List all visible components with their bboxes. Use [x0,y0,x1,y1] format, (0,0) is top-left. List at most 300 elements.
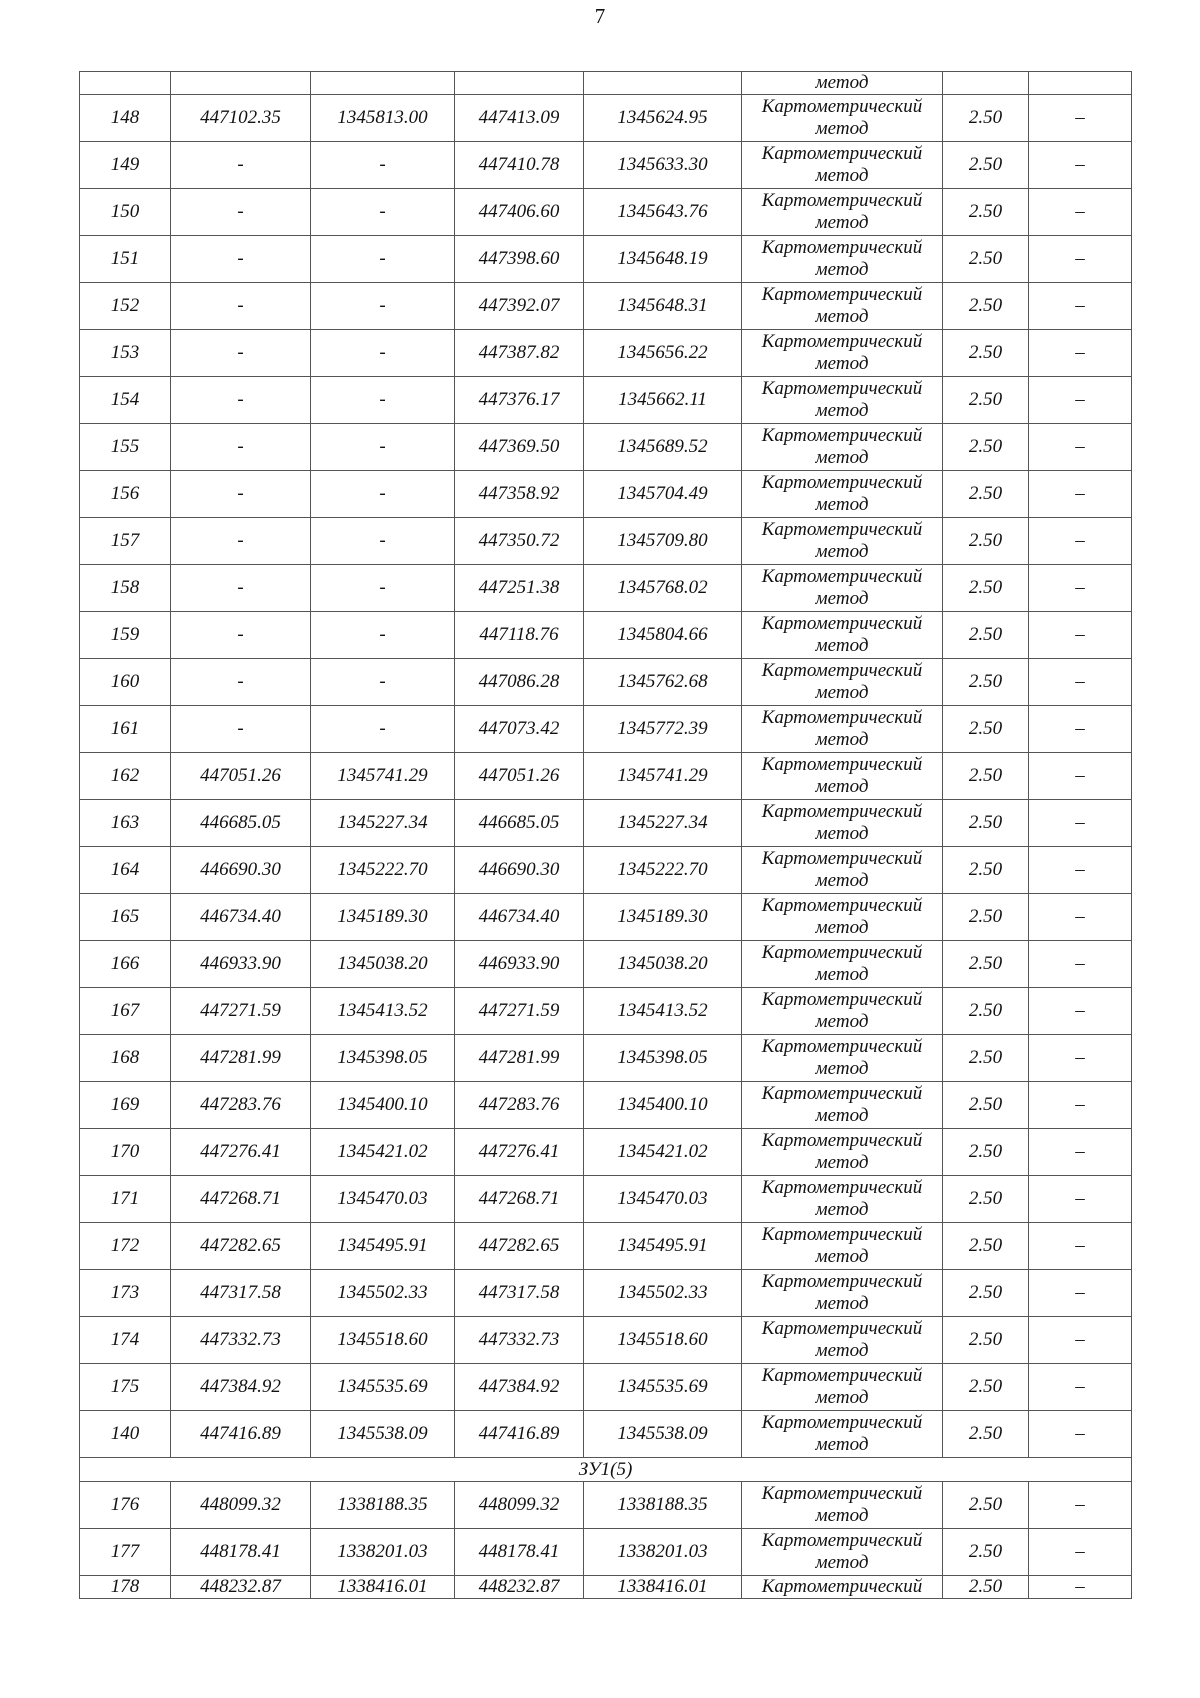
note-cell: – [1029,1576,1132,1599]
existing-x-cell: 447281.99 [171,1035,311,1082]
new-x-cell: 447276.41 [455,1129,584,1176]
existing-x-cell: 447102.35 [171,95,311,142]
new-y-cell: 1345421.02 [584,1129,742,1176]
point-number-cell: 171 [80,1176,171,1223]
existing-x-cell: 447317.58 [171,1270,311,1317]
new-y-cell: 1345470.03 [584,1176,742,1223]
existing-y-cell: - [311,142,455,189]
method-cell: Картометрический [742,1576,943,1599]
method-cell [742,847,943,894]
table-row [80,142,1132,189]
new-x-cell: 447073.42 [455,706,584,753]
method-line-2: метод [815,259,869,280]
method-cell [742,1270,943,1317]
page-number: 7 [594,4,606,28]
existing-x-cell: - [171,565,311,612]
new-x-cell: 447358.92 [455,471,584,518]
point-number-cell: 161 [80,706,171,753]
table-row [80,283,1132,330]
new-y-cell: 1345656.22 [584,330,742,377]
point-number-cell: 150 [80,189,171,236]
new-x-cell: 447410.78 [455,142,584,189]
note-cell: – [1029,1129,1132,1176]
method-line-1: Картометрический [761,472,923,493]
point-number-cell: 173 [80,1270,171,1317]
existing-y-cell: - [311,330,455,377]
accuracy-cell: 2.50 [943,377,1029,424]
existing-y-cell: 1345227.34 [311,800,455,847]
point-number-cell: 157 [80,518,171,565]
accuracy-cell: 2.50 [943,1223,1029,1270]
method-cell [742,1035,943,1082]
new-x-cell: 447384.92 [455,1364,584,1411]
existing-y-cell: 1345538.09 [311,1411,455,1458]
note-cell: – [1029,565,1132,612]
new-y-cell: 1345398.05 [584,1035,742,1082]
note-cell: – [1029,800,1132,847]
note-cell: – [1029,1482,1132,1529]
point-number-cell: 176 [80,1482,171,1529]
existing-y-cell: 1345813.00 [311,95,455,142]
existing-y-cell: - [311,518,455,565]
existing-y-cell: 1345400.10 [311,1082,455,1129]
new-x-cell: 447387.82 [455,330,584,377]
point-number-cell: 156 [80,471,171,518]
accuracy-cell: 2.50 [943,142,1029,189]
new-x-cell: 447350.72 [455,518,584,565]
table-row [80,565,1132,612]
existing-x-cell: 447276.41 [171,1129,311,1176]
new-x-cell: 447317.58 [455,1270,584,1317]
new-y-cell: 1345624.95 [584,95,742,142]
method-line-1: Картометрический [761,1177,923,1198]
accuracy-cell: 2.50 [943,1129,1029,1176]
new-y-cell: 1345038.20 [584,941,742,988]
new-x-cell: 447251.38 [455,565,584,612]
table-row [80,1529,1132,1576]
method-cell [742,894,943,941]
new-x-cell: 446685.05 [455,800,584,847]
existing-y-cell: - [311,236,455,283]
method-line-2: метод [815,447,869,468]
note-cell: – [1029,518,1132,565]
note-cell: – [1029,1411,1132,1458]
method-line-1: Картометрический [761,660,923,681]
existing-y-cell: - [311,659,455,706]
new-x-cell: 448178.41 [455,1529,584,1576]
method-line-1: Картометрический [761,707,923,728]
new-y-cell: 1345662.11 [584,377,742,424]
method-cell [742,1223,943,1270]
method-cell [742,1082,943,1129]
note-cell: – [1029,894,1132,941]
existing-y-cell: 1345518.60 [311,1317,455,1364]
new-y-cell: 1345768.02 [584,565,742,612]
method-cell [742,800,943,847]
method-line-2: метод [815,541,869,562]
accuracy-cell: 2.50 [943,1176,1029,1223]
existing-x-cell: 446734.40 [171,894,311,941]
point-number-cell: 159 [80,612,171,659]
method-line-1: Картометрический [761,190,923,211]
existing-y-cell: - [311,565,455,612]
table-row [80,236,1132,283]
note-cell: – [1029,1223,1132,1270]
table-row [80,753,1132,800]
existing-x-cell: - [171,706,311,753]
point-number-cell: 178 [80,1576,171,1599]
existing-x-cell: - [171,189,311,236]
section-title: ЗУ1(5) [80,1458,1132,1482]
method-cell [742,471,943,518]
point-number-cell: 166 [80,941,171,988]
existing-x-cell: - [171,377,311,424]
method-line-2: метод [815,588,869,609]
existing-x-cell: 447416.89 [171,1411,311,1458]
point-number-cell: 162 [80,753,171,800]
method-line-2: метод [815,964,869,985]
table-row [80,612,1132,659]
method-cell [742,1176,943,1223]
method-cell [742,706,943,753]
existing-y-cell: 1345495.91 [311,1223,455,1270]
existing-y-cell: - [311,706,455,753]
existing-x-cell: - [171,659,311,706]
table-row [80,1364,1132,1411]
new-y-cell: 1338201.03 [584,1529,742,1576]
new-x-cell: 447392.07 [455,283,584,330]
new-x-cell: 448099.32 [455,1482,584,1529]
point-number-cell: 177 [80,1529,171,1576]
new-y-cell: 1345648.19 [584,236,742,283]
method-line-2: метод [815,1246,869,1267]
point-number-cell: 152 [80,283,171,330]
coordinates-table [79,71,1132,1599]
new-x-cell: 448232.87 [455,1576,584,1599]
method-line-1: Картометрический [761,1365,923,1386]
table-row [80,988,1132,1035]
table-row [80,1482,1132,1529]
new-x-cell: 446734.40 [455,894,584,941]
method-line-2: метод [815,494,869,515]
new-y-cell: 1345400.10 [584,1082,742,1129]
method-line-1: Картометрический [761,378,923,399]
new-y-cell: 1345804.66 [584,612,742,659]
new-x-cell: 447413.09 [455,95,584,142]
method-line-2: метод [815,1152,869,1173]
existing-y-cell: 1345535.69 [311,1364,455,1411]
accuracy-cell: 2.50 [943,330,1029,377]
table-row [80,424,1132,471]
table-row [80,1576,1132,1599]
method-cell [742,189,943,236]
existing-x-cell: 447332.73 [171,1317,311,1364]
method-cell [742,142,943,189]
existing-y-cell: - [311,189,455,236]
method-cell [742,330,943,377]
note-cell: – [1029,706,1132,753]
accuracy-cell: 2.50 [943,847,1029,894]
method-cell [742,236,943,283]
method-cell [742,941,943,988]
new-y-cell: 1345495.91 [584,1223,742,1270]
existing-x-cell: 447268.71 [171,1176,311,1223]
existing-x-cell: - [171,236,311,283]
existing-x-cell: 448099.32 [171,1482,311,1529]
method-line-1: Картометрический [761,989,923,1010]
point-number-cell: 163 [80,800,171,847]
point-number-cell: 151 [80,236,171,283]
note-cell: – [1029,1176,1132,1223]
table-row [80,1270,1132,1317]
accuracy-cell: 2.50 [943,800,1029,847]
table-row [80,1082,1132,1129]
point-number-cell: 149 [80,142,171,189]
accuracy-cell: 2.50 [943,518,1029,565]
existing-x-cell: - [171,518,311,565]
existing-y-cell: - [311,424,455,471]
note-cell: – [1029,377,1132,424]
table-row-continuation [80,72,1132,95]
accuracy-cell: 2.50 [943,189,1029,236]
method-line-1: Картометрический [761,519,923,540]
new-y-cell: 1345648.31 [584,283,742,330]
accuracy-cell: 2.50 [943,236,1029,283]
accuracy-cell: 2.50 [943,1317,1029,1364]
note-cell: – [1029,847,1132,894]
note-cell: – [1029,283,1132,330]
point-number-cell: 154 [80,377,171,424]
table-row [80,377,1132,424]
new-y-cell: 1345518.60 [584,1317,742,1364]
method-line-2: метод [815,1552,869,1573]
method-cell [742,518,943,565]
method-line-2: метод [815,682,869,703]
new-x-cell: 447376.17 [455,377,584,424]
method-cell [742,283,943,330]
new-x-cell: 447051.26 [455,753,584,800]
point-number-cell: 155 [80,424,171,471]
method-line-1: Картометрический [761,96,923,117]
accuracy-cell: 2.50 [943,424,1029,471]
method-line-2: метод [815,1387,869,1408]
new-y-cell: 1338416.01 [584,1576,742,1599]
method-line-2: метод [815,917,869,938]
new-y-cell: 1345502.33 [584,1270,742,1317]
method-line-1: Картометрический [761,1224,923,1245]
table-row [80,518,1132,565]
new-x-cell: 447369.50 [455,424,584,471]
accuracy-cell: 2.50 [943,1411,1029,1458]
table-row [80,847,1132,894]
note-cell: – [1029,95,1132,142]
accuracy-cell: 2.50 [943,659,1029,706]
new-y-cell: 1345535.69 [584,1364,742,1411]
accuracy-cell: 2.50 [943,894,1029,941]
method-line-1: Картометрический [761,1036,923,1057]
method-line-1: Картометрический [761,848,923,869]
existing-y-cell: 1338416.01 [311,1576,455,1599]
new-y-cell: 1345413.52 [584,988,742,1035]
existing-x-cell: 447282.65 [171,1223,311,1270]
method-line-2: метод [815,400,869,421]
new-x-cell: 447271.59 [455,988,584,1035]
table-row [80,800,1132,847]
method-line-2: метод [815,776,869,797]
new-x-cell: 447283.76 [455,1082,584,1129]
table-row [80,1223,1132,1270]
existing-y-cell: 1338201.03 [311,1529,455,1576]
method-cell [742,1411,943,1458]
existing-x-cell: 447283.76 [171,1082,311,1129]
note-cell: – [1029,1082,1132,1129]
method-line-1: Картометрический [761,754,923,775]
new-y-cell: 1338188.35 [584,1482,742,1529]
new-y-cell: 1345762.68 [584,659,742,706]
new-x-cell: 447118.76 [455,612,584,659]
new-y-cell: 1345538.09 [584,1411,742,1458]
method-cell [742,1364,943,1411]
table-row [80,1176,1132,1223]
method-line-1: Картометрический [761,1530,923,1551]
method-cell [742,377,943,424]
existing-x-cell: 447051.26 [171,753,311,800]
new-y-cell: 1345633.30 [584,142,742,189]
method-line-2: метод [815,1340,869,1361]
accuracy-cell: 2.50 [943,1576,1029,1599]
method-line-2: метод [815,1058,869,1079]
existing-x-cell: 448232.87 [171,1576,311,1599]
existing-y-cell: 1345189.30 [311,894,455,941]
method-line-1: Картометрический [761,1483,923,1504]
existing-x-cell: 446690.30 [171,847,311,894]
accuracy-cell: 2.50 [943,988,1029,1035]
accuracy-cell: 2.50 [943,1270,1029,1317]
new-x-cell: 447406.60 [455,189,584,236]
method-line-1: Картометрический [761,942,923,963]
point-number-cell: 165 [80,894,171,941]
table-row [80,894,1132,941]
point-number-cell: 158 [80,565,171,612]
existing-y-cell: 1345413.52 [311,988,455,1035]
method-cell [742,659,943,706]
method-line-2: метод [815,1105,869,1126]
point-number-cell: 174 [80,1317,171,1364]
new-x-cell: 447282.65 [455,1223,584,1270]
existing-x-cell: - [171,330,311,377]
existing-x-cell: - [171,612,311,659]
new-x-cell: 447416.89 [455,1411,584,1458]
existing-x-cell: - [171,283,311,330]
method-line-2: метод [815,1011,869,1032]
new-x-cell: 446690.30 [455,847,584,894]
new-y-cell: 1345704.49 [584,471,742,518]
point-number-cell: 140 [80,1411,171,1458]
existing-x-cell: 446685.05 [171,800,311,847]
method-line-2: метод [815,212,869,233]
existing-y-cell: 1345222.70 [311,847,455,894]
existing-y-cell: 1345741.29 [311,753,455,800]
section-row [80,1458,1132,1482]
existing-y-cell: 1345470.03 [311,1176,455,1223]
method-cell [742,95,943,142]
note-cell: – [1029,941,1132,988]
note-cell: – [1029,142,1132,189]
new-x-cell: 447281.99 [455,1035,584,1082]
accuracy-cell: 2.50 [943,1529,1029,1576]
table-row [80,1035,1132,1082]
existing-y-cell: 1338188.35 [311,1482,455,1529]
note-cell: – [1029,330,1132,377]
method-line-1: Картометрический [761,895,923,916]
method-cell [742,988,943,1035]
method-cell [742,1317,943,1364]
method-line-2: метод [815,306,869,327]
existing-x-cell: 448178.41 [171,1529,311,1576]
point-number-cell: 170 [80,1129,171,1176]
new-x-cell: 447398.60 [455,236,584,283]
note-cell: – [1029,753,1132,800]
new-y-cell: 1345222.70 [584,847,742,894]
existing-y-cell: 1345398.05 [311,1035,455,1082]
existing-y-cell: 1345038.20 [311,941,455,988]
method-line-1: Картометрический [761,1083,923,1104]
new-x-cell: 447268.71 [455,1176,584,1223]
point-number-cell: 153 [80,330,171,377]
new-y-cell: 1345189.30 [584,894,742,941]
accuracy-cell: 2.50 [943,471,1029,518]
accuracy-cell: 2.50 [943,941,1029,988]
new-x-cell: 447332.73 [455,1317,584,1364]
note-cell: – [1029,1529,1132,1576]
accuracy-cell: 2.50 [943,95,1029,142]
existing-y-cell: 1345421.02 [311,1129,455,1176]
method-cell [742,1129,943,1176]
note-cell: – [1029,1270,1132,1317]
existing-y-cell: - [311,471,455,518]
point-number-cell: 172 [80,1223,171,1270]
method-cell [742,1482,943,1529]
point-number-cell: 175 [80,1364,171,1411]
note-cell: – [1029,1035,1132,1082]
note-cell: – [1029,189,1132,236]
method-cell [742,565,943,612]
existing-x-cell: 446933.90 [171,941,311,988]
method-line-2: метод [815,165,869,186]
existing-y-cell: - [311,377,455,424]
point-number-cell: 168 [80,1035,171,1082]
table-row [80,1129,1132,1176]
table-row [80,941,1132,988]
method-line-1: Картометрический [761,1271,923,1292]
method-cell [742,612,943,659]
point-number-cell: 167 [80,988,171,1035]
new-y-cell: 1345227.34 [584,800,742,847]
new-x-cell: 446933.90 [455,941,584,988]
existing-y-cell: - [311,612,455,659]
point-number-cell: 160 [80,659,171,706]
new-y-cell: 1345689.52 [584,424,742,471]
existing-y-cell: - [311,283,455,330]
method-line-2: метод [815,1199,869,1220]
accuracy-cell: 2.50 [943,1364,1029,1411]
table-row [80,471,1132,518]
method-line-2: метод [815,729,869,750]
existing-x-cell: - [171,471,311,518]
point-number-cell: 164 [80,847,171,894]
table-row [80,95,1132,142]
point-number-cell: 169 [80,1082,171,1129]
